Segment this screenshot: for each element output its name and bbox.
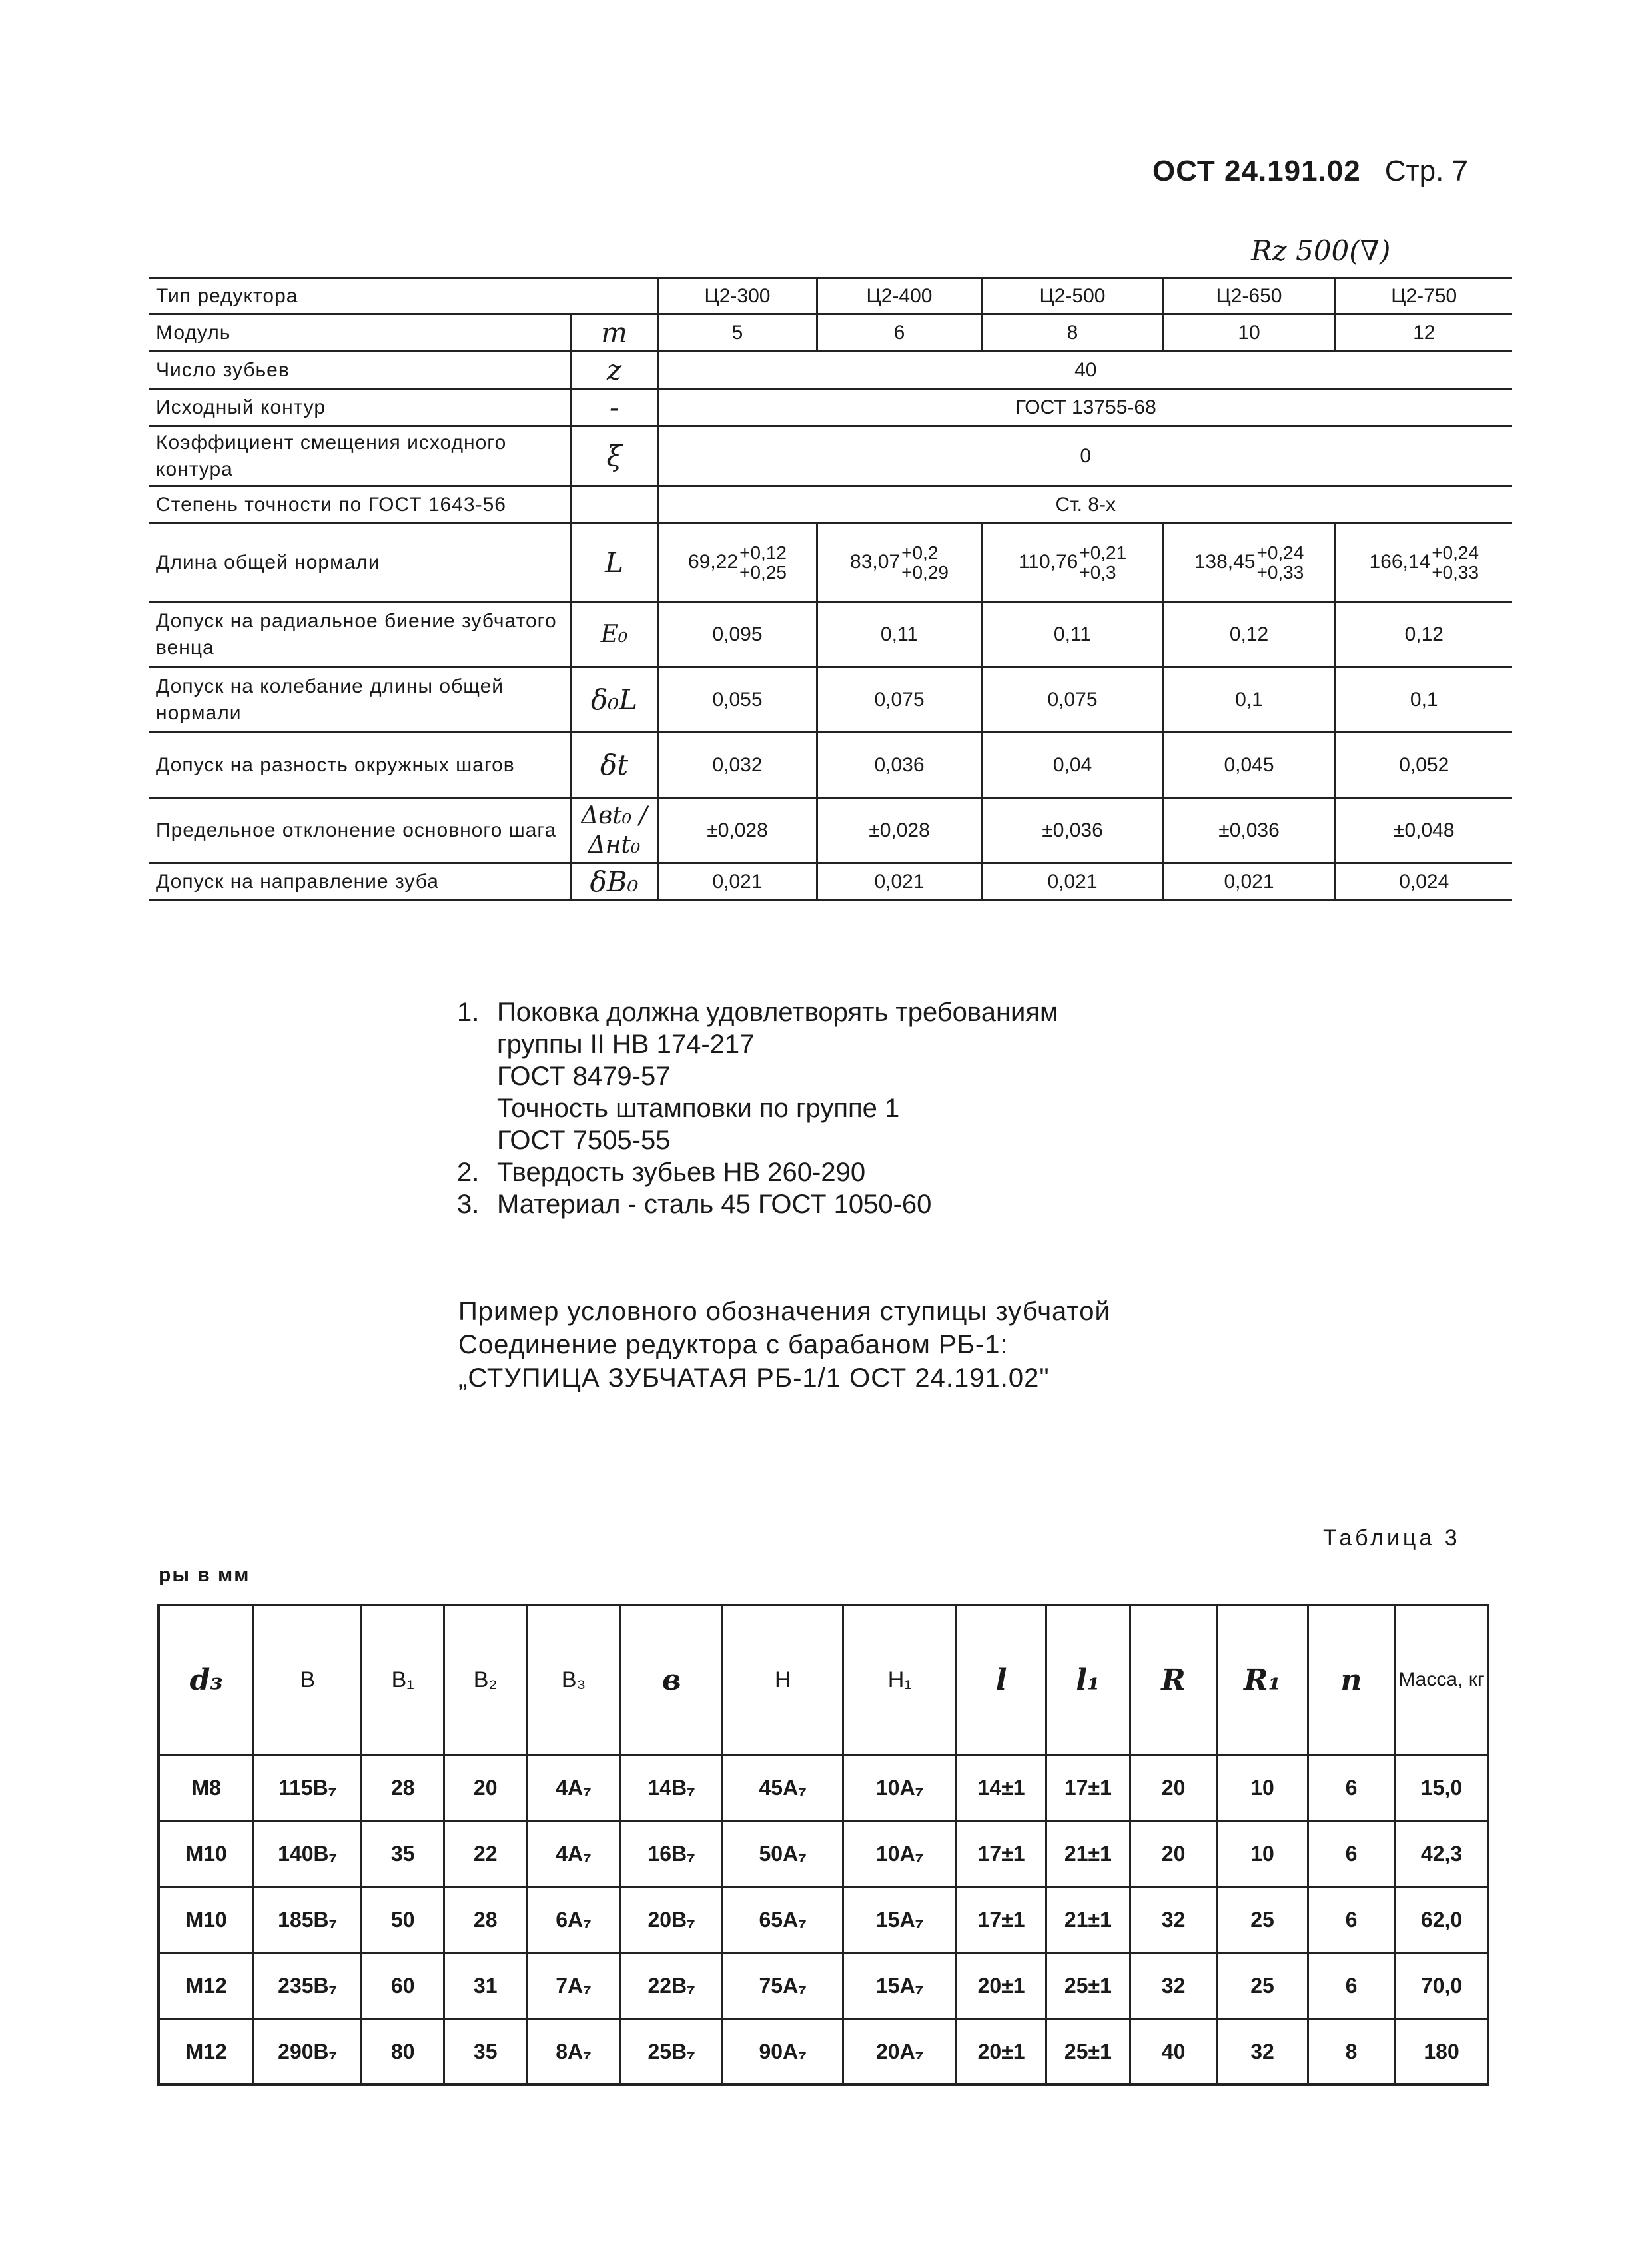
merged-value: 40 [658,352,1512,389]
gear-parameters-table [149,277,1512,901]
units-label: ры в мм [159,1564,250,1586]
table-cell: 17±1 [1046,1755,1130,1821]
parameter-name: Число зубьев [149,352,570,389]
parameter-value: 0,021 [658,863,817,901]
column-header: B [254,1605,362,1755]
table-row [159,1953,1489,2019]
hub-dimensions-table [157,1604,1489,2086]
nominal-value: 69,22 [688,550,739,573]
reducer-type: Ц2-400 [817,278,982,314]
table-cell: 20A₇ [843,2019,957,2085]
normal-length-value [1163,524,1335,602]
lower-deviation: +0,25 [739,561,787,583]
table-cell: 17±1 [957,1821,1046,1887]
table-cell: 40 [1130,2019,1216,2085]
table-cell: 16B₇ [620,1821,722,1887]
table-cell: 35 [444,2019,527,2085]
reducer-type: Ц2-650 [1163,278,1335,314]
parameter-value: 0,04 [982,733,1163,798]
table-cell: 15A₇ [843,1887,957,1953]
table-cell: 21±1 [1046,1887,1130,1953]
parameter-symbol: Δвt₀ / Δнt₀ [570,798,658,863]
parameter-name: Допуск на разность окружных шагов [149,733,570,798]
merged-value: 0 [658,426,1512,486]
parameter-value: 0,036 [817,733,982,798]
table-cell: 50A₇ [723,1821,843,1887]
note-text [497,996,1136,1156]
table-cell: 20B₇ [620,1887,722,1953]
table-row [159,1755,1489,1821]
surface-roughness-mark: Rz 500(∇) [1251,234,1391,267]
note-number: 2. [457,1158,480,1187]
table-row [149,798,1512,863]
column-header: в [620,1605,722,1755]
table-cell: 6 [1308,1887,1394,1953]
notes-list [457,996,1136,1220]
table-cell: 22 [444,1821,527,1887]
column-header: l [957,1605,1046,1755]
table-cell: 25B₇ [620,2019,722,2085]
note-line: Точность штамповки по группе 1 [497,1094,900,1123]
parameter-value: 12 [1335,314,1512,352]
note-text [497,1156,1136,1188]
table-cell: 10A₇ [843,1755,957,1821]
table-3-label: Таблица 3 [1323,1525,1461,1551]
table-cell: 62,0 [1395,1887,1489,1953]
table-cell: 6 [1308,1953,1394,2019]
table-cell: 65A₇ [723,1887,843,1953]
normal-length-value [982,524,1163,602]
parameter-value: ±0,028 [658,798,817,863]
table-cell: 28 [444,1887,527,1953]
parameter-value: 0,12 [1163,602,1335,667]
note-item [457,996,1136,1156]
table-cell: 25±1 [1046,1953,1130,2019]
table-cell: 4A₇ [527,1755,621,1821]
example-line: Пример условного обозначения ступицы зубчатой [458,1297,1110,1326]
page-header [1152,155,1468,188]
upper-deviation: +0,24 [1256,542,1304,563]
parameter-value: 10 [1163,314,1335,352]
table-cell: M10 [159,1821,254,1887]
upper-deviation: +0,21 [1079,542,1127,563]
parameter-value: ±0,048 [1335,798,1512,863]
table-cell: 7A₇ [527,1953,621,2019]
note-item [457,1156,1136,1188]
table-cell: 31 [444,1953,527,2019]
note-line: ГОСТ 8479-57 [497,1062,671,1091]
table-cell: 25 [1217,1953,1308,2019]
table-cell: 90A₇ [723,2019,843,2085]
nominal-value: 166,14 [1369,550,1431,573]
table-cell: 115B₇ [254,1755,362,1821]
table-cell: M10 [159,1887,254,1953]
table-cell: M8 [159,1755,254,1821]
parameter-value: 0,052 [1335,733,1512,798]
table-cell: 6A₇ [527,1887,621,1953]
table-cell: 70,0 [1395,1953,1489,2019]
column-header: R₁ [1217,1605,1308,1755]
parameter-value: 0,024 [1335,863,1512,901]
table-cell: 14B₇ [620,1755,722,1821]
table-cell: 32 [1130,1953,1216,2019]
table-row [159,1821,1489,1887]
parameter-symbol: z [570,352,658,389]
normal-length-value [1335,524,1512,602]
note-line: Твердость зубьев НВ 260-290 [497,1158,866,1187]
table-cell: 50 [362,1887,444,1953]
parameter-symbol: ξ [570,426,658,486]
note-line: Поковка должна удовлетворять требованиям группы II НВ 174-217 [497,998,1058,1059]
parameter-name: Исходный контур [149,389,570,426]
table-cell: 22B₇ [620,1953,722,2019]
normal-length-value [817,524,982,602]
column-header: H [723,1605,843,1755]
note-number: 3. [457,1190,480,1219]
table-row [149,352,1512,389]
column-header: Масса, кг [1395,1605,1489,1755]
table-cell: 45A₇ [723,1755,843,1821]
nominal-value: 83,07 [850,550,901,573]
parameter-symbol: E₀ [570,602,658,667]
table-cell: 42,3 [1395,1821,1489,1887]
nominal-value: 110,76 [1018,550,1078,573]
table-cell: 10 [1217,1755,1308,1821]
tolerance [1432,543,1479,583]
page-number: Стр. 7 [1384,155,1469,187]
table-cell: 6 [1308,1755,1394,1821]
parameter-value: 0,095 [658,602,817,667]
parameter-symbol: m [570,314,658,352]
table-cell: 140B₇ [254,1821,362,1887]
parameter-value: 0,12 [1335,602,1512,667]
parameter-value: 0,11 [982,602,1163,667]
table-cell: M12 [159,1953,254,2019]
table-row [149,426,1512,486]
table-cell: 8 [1308,2019,1394,2085]
table-row [149,863,1512,901]
tolerance [1256,543,1304,583]
upper-deviation: +0,24 [1432,542,1479,563]
note-line: ГОСТ 7505-55 [497,1126,671,1155]
reducer-type: Ц2-500 [982,278,1163,314]
table-row [159,1887,1489,1953]
table-cell: 20 [1130,1755,1216,1821]
reducer-type: Ц2-300 [658,278,817,314]
parameter-value: 0,11 [817,602,982,667]
table-cell: 14±1 [957,1755,1046,1821]
note-number: 1. [457,998,480,1027]
table-cell: M12 [159,2019,254,2085]
normal-length-value [658,524,817,602]
table-row [149,602,1512,667]
reducer-type: Ц2-750 [1335,278,1512,314]
parameter-name: Степень точности по ГОСТ 1643-56 [149,486,570,524]
column-header: H₁ [843,1605,957,1755]
parameter-value: 0,055 [658,667,817,733]
tolerance [739,543,787,583]
table-cell: 60 [362,1953,444,2019]
note-item [457,1188,1136,1220]
table-cell: 32 [1217,2019,1308,2085]
table-cell: 6 [1308,1821,1394,1887]
table-cell: 20±1 [957,2019,1046,2085]
table-cell: 32 [1130,1887,1216,1953]
upper-deviation: +0,2 [901,542,939,563]
nominal-value: 138,45 [1194,550,1256,573]
parameter-symbol: δ₀L [570,667,658,733]
note-line: Материал - сталь 45 ГОСТ 1050-60 [497,1190,932,1219]
lower-deviation: +0,33 [1432,561,1479,583]
example-line: Соединение редуктора с барабаном РБ-1: [458,1330,1009,1359]
table-cell: 185B₇ [254,1887,362,1953]
parameter-value: ±0,036 [982,798,1163,863]
parameter-symbol: δt [570,733,658,798]
table-row [159,2019,1489,2085]
tolerance [901,543,949,583]
parameter-value: 0,021 [817,863,982,901]
table-row [149,733,1512,798]
note-text [497,1188,1136,1220]
table-row [149,389,1512,426]
table-cell: 35 [362,1821,444,1887]
column-header: l₁ [1046,1605,1130,1755]
table-row [149,278,1512,314]
lower-deviation: +0,29 [901,561,949,583]
parameter-value: 0,1 [1163,667,1335,733]
parameter-value: 0,021 [982,863,1163,901]
table-cell: 235B₇ [254,1953,362,2019]
table-cell: 10A₇ [843,1821,957,1887]
parameter-name: Коэффициент смещения исходного контура [149,426,570,486]
table-row [149,314,1512,352]
parameter-name: Допуск на колебание длины общей нормали [149,667,570,733]
table-cell: 20 [444,1755,527,1821]
column-header: n [1308,1605,1394,1755]
tolerance [1079,543,1126,583]
example-designation: „СТУПИЦА ЗУБЧАТАЯ РБ-1/1 ОСТ 24.191.02" [458,1363,1050,1393]
parameter-name: Допуск на радиальное биение зубчатого венца [149,602,570,667]
parameter-value: 8 [982,314,1163,352]
parameter-symbol: - [570,389,658,426]
parameter-value: 0,045 [1163,733,1335,798]
parameter-symbol [570,486,658,524]
table-row [149,486,1512,524]
table-cell: 75A₇ [723,1953,843,2019]
parameter-value: 5 [658,314,817,352]
parameter-name: Предельное отклонение основного шага [149,798,570,863]
table-cell: 17±1 [957,1887,1046,1953]
column-header: B₂ [444,1605,527,1755]
table-cell: 80 [362,2019,444,2085]
table-cell: 15,0 [1395,1755,1489,1821]
parameter-symbol: δB₀ [570,863,658,901]
parameter-value: ±0,028 [817,798,982,863]
parameter-value: 0,075 [817,667,982,733]
table-cell: 8A₇ [527,2019,621,2085]
table-cell: 180 [1395,2019,1489,2085]
parameter-value: 0,032 [658,733,817,798]
table-row [149,667,1512,733]
column-header: B₃ [527,1605,621,1755]
designation-example [458,1295,1110,1395]
table-cell: 20±1 [957,1953,1046,2019]
table-cell: 15A₇ [843,1953,957,2019]
table-cell: 21±1 [1046,1821,1130,1887]
merged-value: Ст. 8-х [658,486,1512,524]
table-cell: 25 [1217,1887,1308,1953]
column-header: R [1130,1605,1216,1755]
table-cell: 10 [1217,1821,1308,1887]
parameter-symbol: L [570,524,658,602]
lower-deviation: +0,33 [1256,561,1304,583]
merged-value: ГОСТ 13755-68 [658,389,1512,426]
parameter-value: ±0,036 [1163,798,1335,863]
parameter-value: 0,021 [1163,863,1335,901]
table-cell: 290B₇ [254,2019,362,2085]
parameter-name: Допуск на направление зуба [149,863,570,901]
parameter-value: 6 [817,314,982,352]
parameter-value: 0,1 [1335,667,1512,733]
table-cell: 4A₇ [527,1821,621,1887]
row-label: Тип редуктора [149,278,658,314]
lower-deviation: +0,3 [1079,561,1116,583]
parameter-name: Длина общей нормали [149,524,570,602]
table-cell: 20 [1130,1821,1216,1887]
column-header: d₃ [159,1605,254,1755]
table-row [149,524,1512,602]
parameter-name: Модуль [149,314,570,352]
table-cell: 28 [362,1755,444,1821]
column-header: B₁ [362,1605,444,1755]
table-cell: 25±1 [1046,2019,1130,2085]
parameter-value: 0,075 [982,667,1163,733]
upper-deviation: +0,12 [739,542,787,563]
standard-number: ОСТ 24.191.02 [1152,155,1361,187]
